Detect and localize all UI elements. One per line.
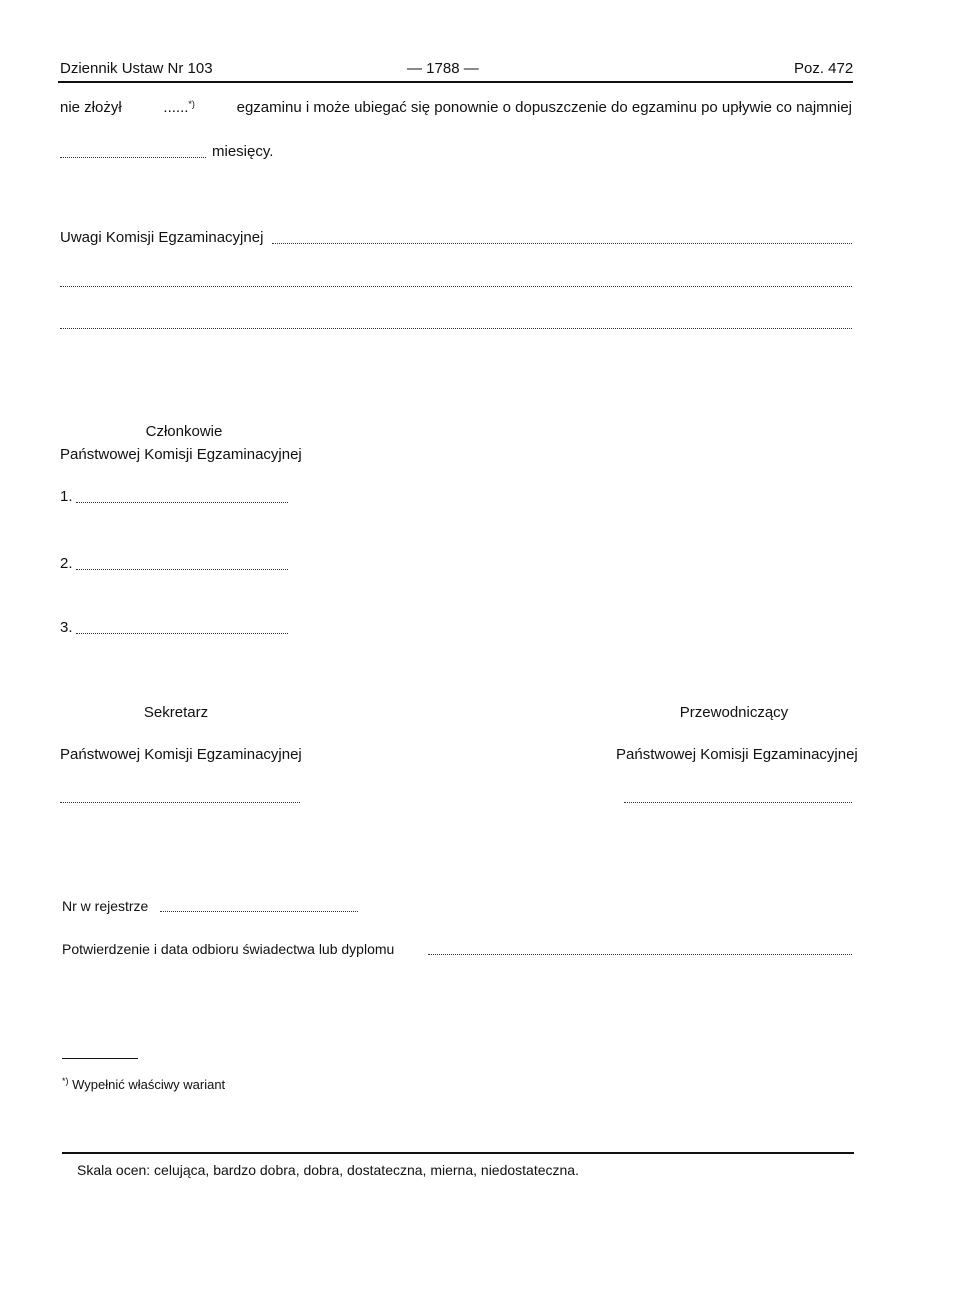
registry-number-line [160, 911, 358, 912]
registry-number-label: Nr w rejestrze [62, 898, 149, 914]
exam-result-line [60, 99, 852, 116]
member-number-1: 1. [60, 488, 73, 505]
line1-blank: ......*) [163, 99, 195, 116]
page-number: — 1788 — [407, 60, 479, 77]
line1-rest: egzaminu i może ubiegać się ponownie o dopuszczenie do egzaminu po upływie co najmniej [236, 99, 852, 116]
position-number: Poz. 472 [794, 60, 854, 77]
member-number-2: 2. [60, 555, 73, 572]
member-line-1 [76, 502, 288, 503]
chair-subtitle: Państwowej Komisji Egzaminacyjnej [616, 746, 858, 763]
confirmation-line [428, 954, 852, 955]
footnote-text: Wypełnić właściwy wariant [72, 1077, 226, 1092]
remarks-label: Uwagi Komisji Egzaminacyjnej [60, 229, 264, 246]
chair-title: Przewodniczący [679, 704, 789, 721]
footnote-reference: *) [188, 99, 195, 109]
chair-signature-line [624, 802, 852, 803]
members-title: Członkowie [145, 423, 223, 440]
member-number-3: 3. [60, 619, 73, 636]
remarks-line-2 [60, 286, 852, 287]
members-subtitle: Państwowej Komisji Egzaminacyjnej [60, 446, 302, 463]
secretary-signature-line [60, 802, 300, 803]
months-blank-line [60, 157, 206, 158]
months-label: miesięcy. [212, 143, 274, 160]
header-rule [58, 81, 853, 83]
footnote-rule [62, 1058, 138, 1059]
remarks-line-3 [60, 328, 852, 329]
member-line-2 [76, 569, 288, 570]
confirmation-label: Potwierdzenie i data odbioru świadectwa lub dyplomu [62, 941, 395, 957]
secretary-subtitle: Państwowej Komisji Egzaminacyjnej [60, 746, 302, 763]
journal-title: Dziennik Ustaw Nr 103 [60, 60, 213, 77]
remarks-line-1 [272, 243, 852, 244]
secretary-title: Sekretarz [143, 704, 209, 721]
grading-rule [62, 1152, 854, 1154]
member-line-3 [76, 633, 288, 634]
footnote [62, 1076, 225, 1092]
footnote-mark: *) [62, 1076, 69, 1086]
grading-scale: Skala ocen: celująca, bardzo dobra, dobra, dostateczna, mierna, niedostateczna. [77, 1162, 579, 1178]
line1-start: nie złożył [60, 99, 122, 116]
